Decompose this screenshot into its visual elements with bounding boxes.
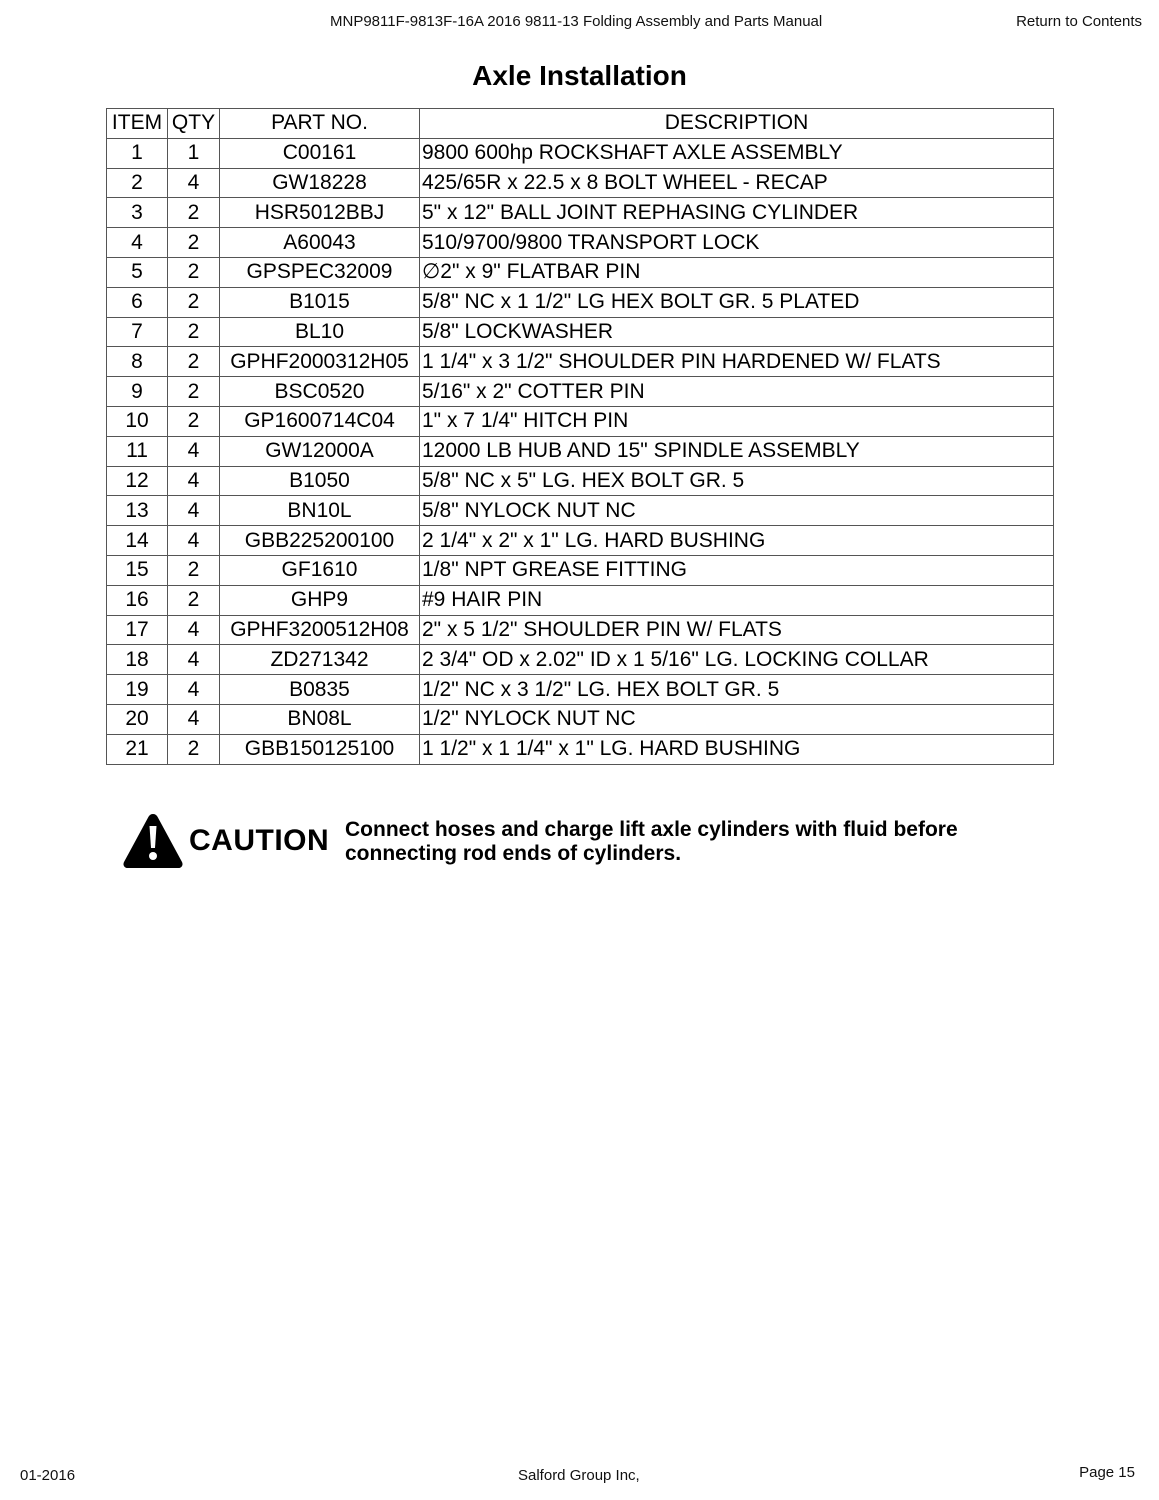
qty-cell: 2 <box>168 734 220 764</box>
item-cell: 19 <box>107 675 168 705</box>
part-no-cell: GBB150125100 <box>220 734 420 764</box>
qty-cell: 4 <box>168 436 220 466</box>
warning-triangle-icon <box>122 812 184 870</box>
table-row <box>107 317 1054 347</box>
description-cell: #9 HAIR PIN <box>420 585 1054 615</box>
item-cell: 6 <box>107 287 168 317</box>
item-cell: 12 <box>107 466 168 496</box>
part-no-cell: GBB225200100 <box>220 526 420 556</box>
qty-cell: 2 <box>168 257 220 287</box>
description-cell: 5/8" NC x 5" LG. HEX BOLT GR. 5 <box>420 466 1054 496</box>
table-row <box>107 734 1054 764</box>
item-cell: 5 <box>107 257 168 287</box>
footer-date: 01-2016 <box>20 1467 76 1484</box>
description-cell: 510/9700/9800 TRANSPORT LOCK <box>420 228 1054 258</box>
item-cell: 20 <box>107 704 168 734</box>
description-cell: 2" x 5 1/2" SHOULDER PIN W/ FLATS <box>420 615 1054 645</box>
item-cell: 3 <box>107 198 168 228</box>
part-no-cell: BL10 <box>220 317 420 347</box>
part-no-cell: GW18228 <box>220 168 420 198</box>
caution-notice <box>122 812 1022 874</box>
parts-table <box>106 108 1054 765</box>
description-cell: 5" x 12" BALL JOINT REPHASING CYLINDER <box>420 198 1054 228</box>
caution-label: CAUTION <box>189 824 330 857</box>
page-title: Axle Installation <box>472 60 687 91</box>
qty-cell: 4 <box>168 615 220 645</box>
part-no-cell: GPSPEC32009 <box>220 257 420 287</box>
qty-cell: 2 <box>168 555 220 585</box>
qty-cell: 4 <box>168 704 220 734</box>
table-row <box>107 675 1054 705</box>
part-no-cell: GPHF2000312H05 <box>220 347 420 377</box>
item-cell: 8 <box>107 347 168 377</box>
column-header-part-no: PART NO. <box>220 109 420 139</box>
part-no-cell: GF1610 <box>220 555 420 585</box>
table-row <box>107 645 1054 675</box>
item-cell: 16 <box>107 585 168 615</box>
table-row <box>107 228 1054 258</box>
part-no-cell: GP1600714C04 <box>220 406 420 436</box>
table-row <box>107 704 1054 734</box>
description-cell: 5/8" NC x 1 1/2" LG HEX BOLT GR. 5 PLATED <box>420 287 1054 317</box>
document-title: MNP9811F-9813F-16A 2016 9811-13 Folding Assembly and Parts Manual <box>330 13 823 30</box>
part-no-cell: GPHF3200512H08 <box>220 615 420 645</box>
table-row <box>107 436 1054 466</box>
description-cell: 9800 600hp ROCKSHAFT AXLE ASSEMBLY <box>420 138 1054 168</box>
table-row <box>107 257 1054 287</box>
footer-page-number: Page 15 <box>1079 1464 1135 1481</box>
description-cell: 1/2" NYLOCK NUT NC <box>420 704 1054 734</box>
qty-cell: 4 <box>168 168 220 198</box>
qty-cell: 2 <box>168 377 220 407</box>
description-cell: 1/8" NPT GREASE FITTING <box>420 555 1054 585</box>
qty-cell: 2 <box>168 287 220 317</box>
item-cell: 21 <box>107 734 168 764</box>
item-cell: 1 <box>107 138 168 168</box>
item-cell: 11 <box>107 436 168 466</box>
caution-message: Connect hoses and charge lift axle cylinders with fluid before connecting rod ends of cylinders. <box>345 818 958 865</box>
item-cell: 13 <box>107 496 168 526</box>
part-no-cell: B1050 <box>220 466 420 496</box>
column-header-description: DESCRIPTION <box>420 109 1054 139</box>
qty-cell: 2 <box>168 228 220 258</box>
part-no-cell: B1015 <box>220 287 420 317</box>
table-row <box>107 377 1054 407</box>
part-no-cell: BSC0520 <box>220 377 420 407</box>
part-no-cell: BN10L <box>220 496 420 526</box>
qty-cell: 4 <box>168 675 220 705</box>
part-no-cell: GW12000A <box>220 436 420 466</box>
qty-cell: 2 <box>168 406 220 436</box>
item-cell: 9 <box>107 377 168 407</box>
table-row <box>107 585 1054 615</box>
description-cell: 5/8" NYLOCK NUT NC <box>420 496 1054 526</box>
table-row <box>107 496 1054 526</box>
description-cell: 1 1/4" x 3 1/2" SHOULDER PIN HARDENED W/ FLATS <box>420 347 1054 377</box>
description-cell: 5/16" x 2" COTTER PIN <box>420 377 1054 407</box>
item-cell: 2 <box>107 168 168 198</box>
description-cell: 1" x 7 1/4" HITCH PIN <box>420 406 1054 436</box>
column-header-item: ITEM <box>107 109 168 139</box>
qty-cell: 4 <box>168 526 220 556</box>
description-cell: 425/65R x 22.5 x 8 BOLT WHEEL - RECAP <box>420 168 1054 198</box>
description-cell: 2 1/4" x 2" x 1" LG. HARD BUSHING <box>420 526 1054 556</box>
qty-cell: 2 <box>168 317 220 347</box>
item-cell: 7 <box>107 317 168 347</box>
column-header-qty: QTY <box>168 109 220 139</box>
item-cell: 10 <box>107 406 168 436</box>
qty-cell: 2 <box>168 585 220 615</box>
table-row <box>107 615 1054 645</box>
description-cell: 12000 LB HUB AND 15" SPINDLE ASSEMBLY <box>420 436 1054 466</box>
table-row <box>107 287 1054 317</box>
qty-cell: 1 <box>168 138 220 168</box>
part-no-cell: C00161 <box>220 138 420 168</box>
table-row <box>107 406 1054 436</box>
item-cell: 4 <box>107 228 168 258</box>
qty-cell: 4 <box>168 466 220 496</box>
qty-cell: 2 <box>168 198 220 228</box>
description-cell: 5/8" LOCKWASHER <box>420 317 1054 347</box>
table-row <box>107 526 1054 556</box>
qty-cell: 2 <box>168 347 220 377</box>
description-cell: 1/2" NC x 3 1/2" LG. HEX BOLT GR. 5 <box>420 675 1054 705</box>
part-no-cell: ZD271342 <box>220 645 420 675</box>
part-no-cell: A60043 <box>220 228 420 258</box>
part-no-cell: HSR5012BBJ <box>220 198 420 228</box>
item-cell: 15 <box>107 555 168 585</box>
table-row <box>107 555 1054 585</box>
table-row <box>107 198 1054 228</box>
description-cell: 2 3/4" OD x 2.02" ID x 1 5/16" LG. LOCKING COLLAR <box>420 645 1054 675</box>
part-no-cell: GHP9 <box>220 585 420 615</box>
table-row <box>107 138 1054 168</box>
footer-company: Salford Group Inc, <box>518 1467 640 1484</box>
description-cell: ∅2" x 9" FLATBAR PIN <box>420 257 1054 287</box>
part-no-cell: B0835 <box>220 675 420 705</box>
item-cell: 18 <box>107 645 168 675</box>
table-row <box>107 347 1054 377</box>
table-header-row <box>107 109 1054 139</box>
item-cell: 17 <box>107 615 168 645</box>
item-cell: 14 <box>107 526 168 556</box>
return-to-contents-link[interactable]: Return to Contents <box>1016 13 1142 30</box>
parts-table-body <box>107 138 1054 764</box>
qty-cell: 4 <box>168 645 220 675</box>
table-row <box>107 168 1054 198</box>
part-no-cell: BN08L <box>220 704 420 734</box>
qty-cell: 4 <box>168 496 220 526</box>
description-cell: 1 1/2" x 1 1/4" x 1" LG. HARD BUSHING <box>420 734 1054 764</box>
table-row <box>107 466 1054 496</box>
